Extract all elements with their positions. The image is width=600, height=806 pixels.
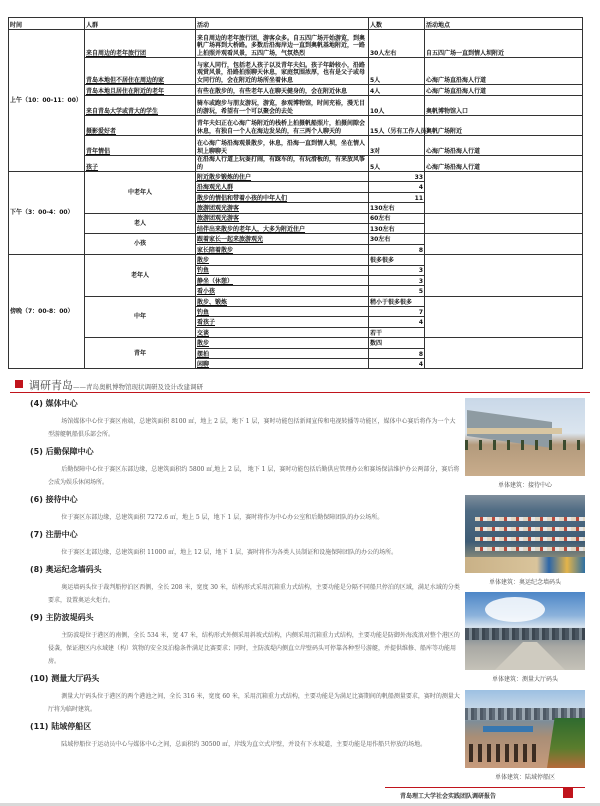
group-cell: 青岛本地且居住在附近的老年 — [85, 85, 196, 96]
photo-image — [465, 690, 585, 768]
photo-reception-center — [465, 398, 585, 489]
count-cell: 8 — [369, 244, 425, 254]
table-row — [9, 255, 583, 265]
activity-cell: 散步的情侣和带着小孩的中年人们 — [196, 192, 369, 202]
group-cell: 青年 — [85, 338, 196, 369]
column-header: 人数 — [369, 18, 425, 30]
activity-cell: 与家人同行，包括老人孩子以及青年夫妇。孩子年龄较小，沿路观赏风景，沿路拍照聊天休息，家庭氛围浓厚，也有是父子或母女同行的，会在附近的场所坐着休息 — [196, 58, 369, 85]
activity-cell: 交谈 — [196, 327, 369, 337]
table-row — [9, 58, 583, 85]
photo-image — [465, 398, 585, 476]
item-heading: (10) 测量大厅码头 — [30, 674, 100, 683]
item-heading: (5) 后勤保障中心 — [30, 447, 94, 456]
place-cell — [425, 255, 583, 297]
count-cell: 8 — [369, 348, 425, 358]
activity-cell: 钓鱼 — [196, 307, 369, 317]
count-cell: 数四 — [369, 338, 425, 348]
section-title — [29, 377, 203, 393]
table-row — [9, 85, 583, 96]
group-cell: 中老年人 — [85, 172, 196, 214]
activity-cell: 在沿海人行道上玩耍打闹，有踩车的，有玩滑板的，有来放风筝的 — [196, 156, 369, 172]
group-cell: 孩子 — [85, 156, 196, 172]
item-logistics-center — [30, 446, 460, 489]
count-cell: 4 — [369, 317, 425, 327]
item-reception-center — [30, 494, 460, 524]
count-cell: 15人（另有工作人员） — [369, 116, 425, 136]
item-heading: (4) 媒体中心 — [30, 399, 78, 408]
section-title-main: 调研青岛 — [29, 379, 73, 392]
photo-caption: 单体建筑：奥运纪念墙码头 — [488, 579, 561, 586]
count-cell: 60左右 — [369, 213, 425, 223]
content-body — [30, 398, 460, 756]
item-heading: (7) 注册中心 — [30, 530, 78, 539]
section-divider — [10, 392, 590, 393]
activity-cell: 在心海广场沿海观景散步，休息，沿海一直到情人坝，坐在情人坝上聊聊天 — [196, 136, 369, 156]
item-text: 测量大厅码头位于港区的两个港池之间，全长 316 米，宽度 60 米，采用沉箱重力式结构，主要功能是为满足比赛期间的帆船测量要求，赛时的测量大厅将为临时建筑。 — [48, 693, 460, 713]
section-header — [10, 376, 590, 392]
photo-caption: 单体建筑：接待中心 — [497, 482, 552, 489]
activity-cell: 摆拍 — [196, 348, 369, 358]
count-cell: 30左右 — [369, 234, 425, 244]
count-cell: 10人 — [369, 96, 425, 116]
item-text: 位于赛区北部边缘，总建筑面积 11000 ㎡，地上 12 层，地下 1 层，赛时将作为各类人员制证和设施保障团队的办公的场所。 — [61, 549, 398, 556]
group-cell: 中年 — [85, 296, 196, 338]
group-cell: 来自青岛大学或青大的学生 — [85, 96, 196, 116]
column-header: 活动 — [196, 18, 369, 30]
count-cell: 若干 — [369, 327, 425, 337]
column-header: 活动地点 — [425, 18, 583, 30]
count-cell: 4 — [369, 359, 425, 369]
count-cell: 130左右 — [369, 203, 425, 213]
photo-land-boat-area — [465, 690, 585, 781]
table-row — [9, 96, 583, 116]
activity-cell: 散步 — [196, 338, 369, 348]
count-cell: 5 — [369, 286, 425, 296]
footer-marker-icon — [563, 788, 573, 798]
table-row — [9, 338, 583, 348]
count-cell: 3 — [369, 275, 425, 285]
count-cell: 4人 — [369, 85, 425, 96]
place-cell — [425, 213, 583, 234]
item-heading: (6) 接待中心 — [30, 495, 78, 504]
table-row — [9, 156, 583, 172]
photo-caption: 单体建筑：测量大厅码头 — [491, 676, 558, 683]
item-land-boat-area — [30, 721, 460, 751]
activity-cell: 旅游团观光游客 — [196, 213, 369, 223]
item-text: 位于赛区东部边缘，总建筑面积 7272.6 ㎡，地上 5 层，地下 1 层，赛时将作为中心办公室和后勤保障团队的办公场所。 — [61, 514, 384, 521]
activity-cell: 结伴出来散步的老年人，大多为附近住户 — [196, 223, 369, 233]
activity-cell: 有些在散步的，有些老年人在聊天健身的，会在附近休息 — [196, 85, 369, 96]
photo-image — [465, 495, 585, 573]
group-cell: 摄影爱好者 — [85, 116, 196, 136]
group-cell: 老年人 — [85, 255, 196, 297]
item-measurement-hall-pier — [30, 673, 460, 716]
count-cell: 33 — [369, 172, 425, 182]
place-cell: 奥帆广场附近 — [425, 116, 583, 136]
count-cell: 5人 — [369, 156, 425, 172]
place-cell — [425, 338, 583, 369]
group-cell: 小孩 — [85, 234, 196, 255]
activity-cell: 附近散步锻炼的住户 — [196, 172, 369, 182]
item-text: 陆域停船位于运动员中心与媒体中心之间，总面积约 30500 ㎡，岸线为直立式岸壁，并设有下水坡道，主要功能是用作船只停放的场地。 — [61, 741, 427, 748]
column-header: 时间 — [9, 18, 85, 30]
count-cell: 11 — [369, 192, 425, 202]
count-cell: 130左右 — [369, 223, 425, 233]
place-cell: 心海广场沿海人行道 — [425, 156, 583, 172]
count-cell: 7 — [369, 307, 425, 317]
survey-table — [8, 17, 583, 369]
place-cell — [425, 234, 583, 255]
table-row — [9, 213, 583, 223]
activity-cell: 旅游团观光游客 — [196, 203, 369, 213]
item-heading: (8) 奥运纪念墙码头 — [30, 565, 102, 574]
item-breakwater-pier — [30, 612, 460, 668]
table-row — [9, 172, 583, 182]
table-header-row — [9, 18, 583, 30]
count-cell: 5人 — [369, 58, 425, 85]
activity-cell: 散步 — [196, 255, 369, 265]
footer-text: 青岛理工大学社会实践团队调研报告 — [400, 793, 497, 800]
place-cell — [425, 296, 583, 338]
item-text: 场馆媒体中心位于赛区南端，总建筑面积 8100 ㎡，地上 2 层，地下 1 层，赛时功能包括新闻宣传和电视转播等功能区，媒体中心赛后将作为一个大型游艇帆船俱乐部会所。 — [48, 418, 456, 438]
activity-cell: 沿海观光人群 — [196, 182, 369, 192]
group-cell: 来自周边的老年旅行团 — [85, 30, 196, 58]
place-cell: 心海广场直沿海人行道 — [425, 85, 583, 96]
photo-image — [465, 592, 585, 670]
activity-cell: 来自周边的老年旅行团，游客众多。自五四广场开始游览，到奥帆广场再到大桥路。多数后沿海岸边一直到奥帆基地附近，一路上拍照并观看风景，五四广场，气氛热烈 — [196, 30, 369, 58]
count-cell: 4 — [369, 182, 425, 192]
item-text: 主防波堤位于港区的南侧，全长 534 米，宽 47 米，结构形式外侧采用斜坡式结构，内侧采用沉箱重力式结构，主要功能是防御外海波浪对整个港区的侵袭，保证港区内水域建（构）筑物的安全及泊稳条件满足比赛要求；同时，主防波堤内侧直立岸壁码头可停靠各种型号游艇，并提供维修、船库等功能用房。 — [48, 632, 460, 665]
item-media-center — [30, 398, 460, 441]
table-row — [9, 234, 583, 244]
item-olympic-wall-pier — [30, 564, 460, 607]
activity-cell: 闲聊 — [196, 359, 369, 369]
activity-cell: 骑车或跑步与朋友游玩，游览，参观博物馆，时间充裕，漫无目的游玩，希望有一个可以聚会的去处 — [196, 96, 369, 116]
table-row — [9, 136, 583, 156]
place-cell: 奥帆博物馆入口 — [425, 96, 583, 116]
section-marker-icon — [15, 380, 23, 388]
photo-caption: 单体建筑：陆域停船区 — [494, 774, 555, 781]
count-cell: 稍小于很多很多 — [369, 296, 425, 306]
count-cell: 3 — [369, 265, 425, 275]
place-cell: 心海广场直沿海人行道 — [425, 58, 583, 85]
count-cell: 很多很多 — [369, 255, 425, 265]
activity-cell: 看小孩 — [196, 286, 369, 296]
column-header: 人群 — [85, 18, 196, 30]
item-text: 后勤保障中心位于赛区东部边缘，总建筑面积约 5800 ㎡,地上 2 层， 地下 1 层，赛时功能包括后勤供应管理办公和赛场保洁维护办公两部分，赛后将会成为娱乐休闲场所。 — [48, 466, 460, 486]
table-row — [9, 30, 583, 58]
time-cell: 下午（3：00-4：00） — [9, 172, 85, 255]
activity-cell: 散步、锻炼 — [196, 296, 369, 306]
activity-cell: 钓鱼 — [196, 265, 369, 275]
place-cell: 心海广场沿海人行道 — [425, 136, 583, 156]
section-subtitle: ——青岛奥帆博物馆现状调研及设计改建调研 — [73, 383, 203, 391]
place-cell — [425, 172, 583, 214]
item-heading: (9) 主防波堤码头 — [30, 613, 94, 622]
group-cell: 老人 — [85, 213, 196, 234]
group-cell: 青年情侣 — [85, 136, 196, 156]
activity-cell: 家长陪着散步 — [196, 244, 369, 254]
item-text: 奥运墙码头位于裁判船停泊区西侧，全长 208 米，宽度 30 米，结构形式采用沉箱重力式结构，主要功能是分隔不同船只停泊的区域，满足水域的分类要求，设置奥运火炬台。 — [48, 584, 460, 604]
activity-cell: 青年夫妇正在心海广场附近的栈桥上拍摄帆船照片，拍摄间隙会休息，有独自一个人在海边发呆的，有三两个人聊天的 — [196, 116, 369, 136]
count-cell: 3对 — [369, 136, 425, 156]
table-row — [9, 296, 583, 306]
group-cell: 青岛本地但不居住在周边的家 — [85, 58, 196, 85]
item-registration-center — [30, 529, 460, 559]
activity-cell: 静坐（休憩） — [196, 275, 369, 285]
table-row — [9, 116, 583, 136]
time-cell: 傍晚（7：00-8：00） — [9, 255, 85, 369]
count-cell: 30人左右 — [369, 30, 425, 58]
time-cell: 上午（10：00-11：00） — [9, 30, 85, 172]
photo-olympic-wall-pier — [465, 495, 585, 586]
item-heading: (11) 陆域停船区 — [30, 722, 92, 731]
place-cell: 自五四广场一直到情人坝附近 — [425, 30, 583, 58]
footer-divider — [385, 787, 585, 788]
activity-cell: 跟着家长一起来旅游观光 — [196, 234, 369, 244]
activity-cell: 看孩子 — [196, 317, 369, 327]
photo-measurement-hall-pier — [465, 592, 585, 683]
